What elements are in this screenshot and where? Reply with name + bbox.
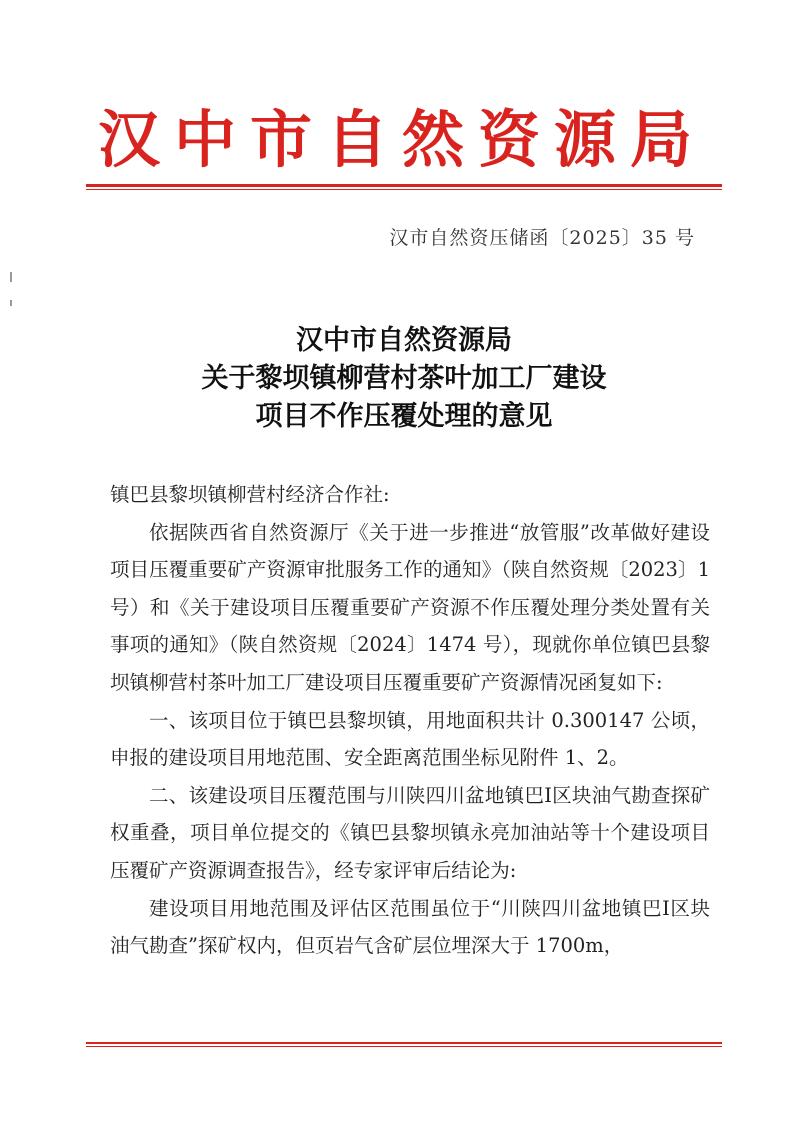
paragraph-basis: 依据陕西省自然资源厅《关于进一步推进“放管服”改革做好建设项目压覆重要矿产资源审批服务工作的通知》（陕自然资规〔2023〕1 号）和《关于建设项目压覆重要矿产资源不作压覆处理分类处置有关事项的通知》（陕自然资规〔2024〕1474 号），现就你单位镇巴县黎坝镇柳营村茶叶加工厂建设项目压覆重要矿产资源情况函复如下: xyxy=(110,520,710,694)
title-line-3: 项目不作压覆处理的意见 xyxy=(255,401,553,432)
paragraph-item-1: 一、该项目位于镇巴县黎坝镇，用地面积共计 0.300147 公顷，申报的建设项目用地范围、安全距离范围坐标见附件 1、2。 xyxy=(110,708,710,770)
footer-red-rule xyxy=(86,1042,722,1044)
issuing-authority-header: 汉中市自然资源局 xyxy=(97,103,706,176)
title-line-1: 汉中市自然资源局 xyxy=(296,325,512,356)
scan-edge-mark xyxy=(10,300,12,306)
document-number: 汉市自然资压储函〔2025〕35 号 xyxy=(389,227,695,249)
footer-red-rule-thin xyxy=(86,1046,722,1047)
document-body xyxy=(110,476,710,965)
addressee: 镇巴县黎坝镇柳营村经济合作社: xyxy=(110,483,390,506)
paragraph-item-2: 二、该建设项目压覆范围与川陕四川盆地镇巴Ⅰ区块油气勘查探矿权重叠，项目单位提交的《镇巴县黎坝镇永亮加油站等十个建设项目压覆矿产资源调查报告》，经专家评审后结论为: xyxy=(110,783,710,882)
title-line-2: 关于黎坝镇柳营村茶叶加工厂建设 xyxy=(201,363,607,394)
scan-edge-mark xyxy=(10,272,12,282)
header-red-rule-thin xyxy=(86,189,722,190)
paragraph-conclusion: 建设项目用地范围及评估区范围虽位于“川陕四川盆地镇巴Ⅰ区块油气勘查”探矿权内，但页岩气含矿层位埋深大于 1700m， xyxy=(110,896,710,958)
document-title xyxy=(86,322,722,436)
header-red-rule xyxy=(86,184,722,187)
